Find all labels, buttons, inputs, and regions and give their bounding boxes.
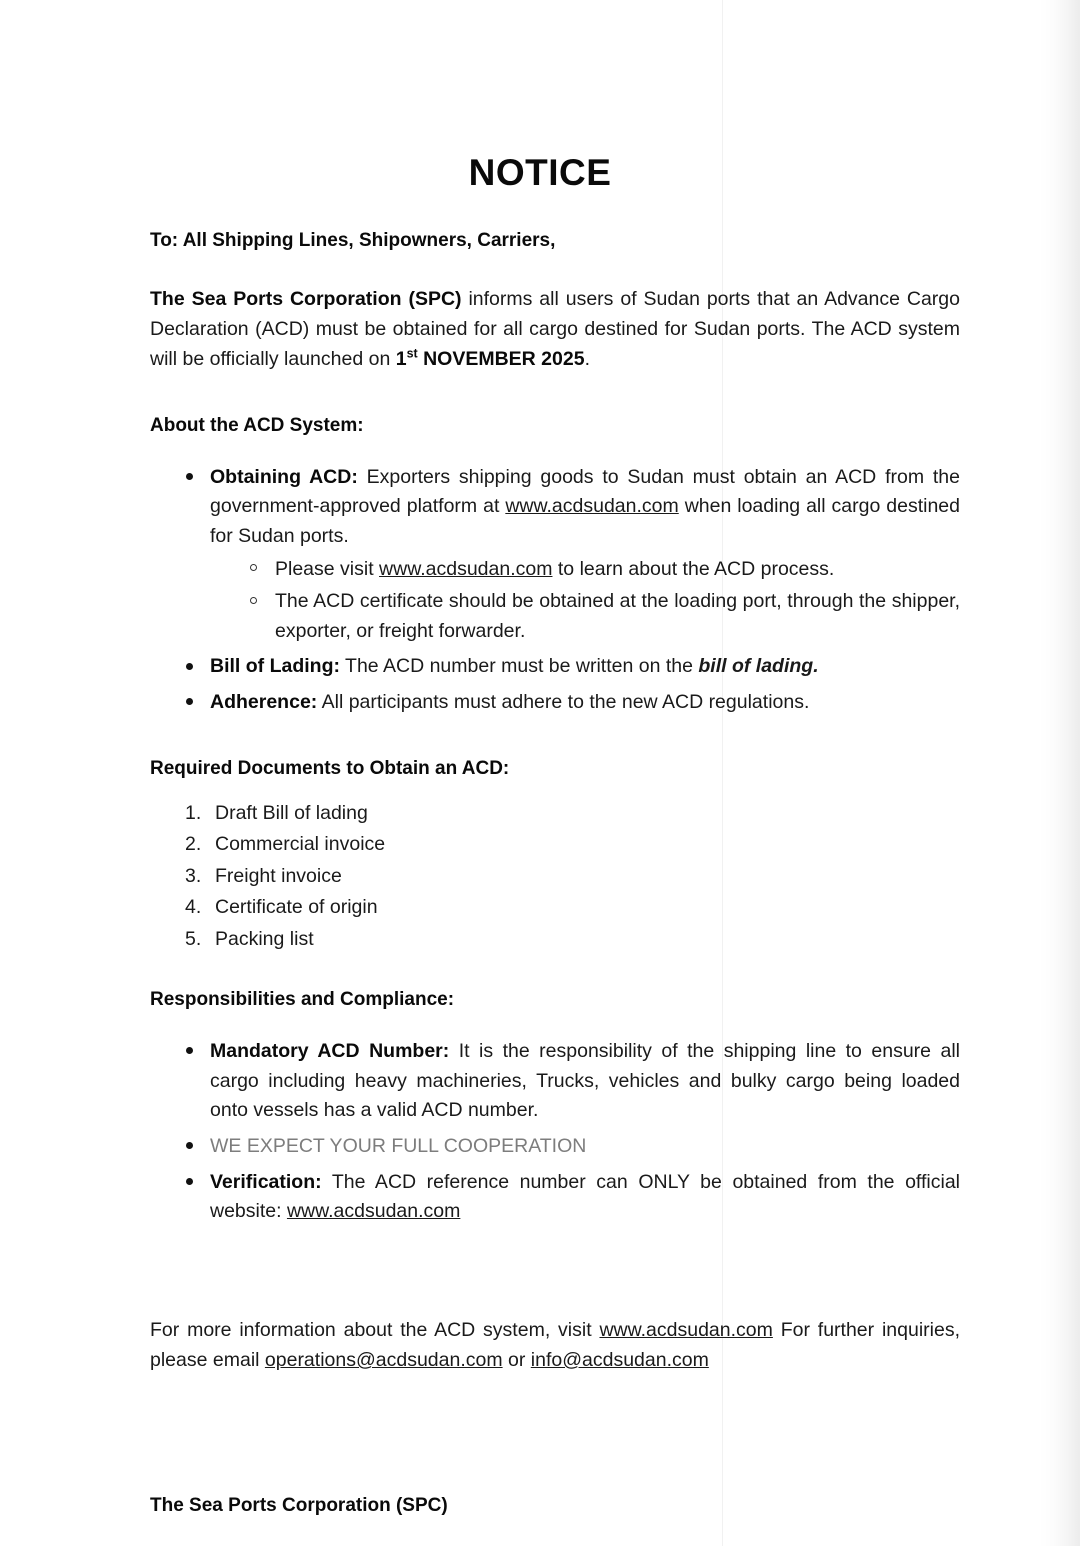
bullet-label-adherence: Adherence:	[210, 691, 318, 714]
addressee-line: To: All Shipping Lines, Shipowners, Carriers,	[150, 230, 556, 251]
bullet-label-mandatory-acd: Mandatory ACD Number:	[210, 1040, 450, 1063]
list-marker: 1.	[185, 801, 202, 824]
list-item	[150, 801, 960, 824]
bullet-mandatory-acd-number	[150, 1037, 960, 1126]
bullet-dot-icon	[186, 663, 193, 670]
bullet-text-verification: The ACD reference number can ONLY be obtained from the official website:	[210, 1170, 960, 1223]
bullet-dot-icon	[186, 1178, 193, 1185]
list-item	[150, 835, 960, 855]
launch-date	[396, 348, 585, 370]
footer-contact-paragraph	[150, 1315, 960, 1375]
bullet-dot-icon	[186, 1142, 193, 1149]
bullet-dot-icon	[186, 473, 193, 480]
bullet-italic-bill-of-lading: bill of lading.	[698, 655, 819, 678]
list-item-label: Draft Bill of lading	[215, 801, 368, 824]
signature-line: The Sea Ports Corporation (SPC)	[150, 1495, 448, 1517]
list-marker: 4.	[185, 896, 202, 919]
link-acdsudan-platform[interactable]: www.acdsudan.com	[505, 495, 679, 518]
intro-text-1: informs all users of Sudan ports that an Advance Cargo Declaration (ACD) must be obtained for all cargo destined for Sudan ports. The ACD system will be officially launched on	[150, 288, 960, 371]
bullet-text-adherence: All participants must adhere to the new ACD regulations.	[317, 691, 810, 714]
about-bullet-list	[150, 463, 960, 718]
bullet-dot-icon	[186, 1047, 193, 1054]
sub-bullet-ring-icon	[250, 564, 257, 571]
link-acdsudan-learn[interactable]: www.acdsudan.com	[379, 557, 553, 580]
sub-bullet-acd-certificate	[210, 587, 960, 646]
link-acdsudan-verification[interactable]: www.acdsudan.com	[286, 1200, 461, 1223]
link-email-info[interactable]: info@acdsudan.com	[530, 1349, 709, 1372]
footer-text-3: or	[502, 1349, 531, 1372]
bullet-cooperation-notice	[150, 1132, 960, 1162]
footer-text-2: For further inquiries, please email	[150, 1318, 960, 1372]
bullet-adherence	[150, 688, 960, 718]
list-marker: 3.	[185, 864, 202, 887]
section-heading-about: About the ACD System:	[150, 414, 364, 436]
list-item	[150, 864, 960, 887]
link-email-operations[interactable]: operations@acdsudan.com	[264, 1349, 503, 1372]
responsibilities-bullet-list	[150, 1037, 960, 1227]
bullet-text-before-link: Exporters shipping goods to Sudan must obtain an ACD from the government-approved platform at	[210, 465, 960, 518]
bullet-label-obtaining-acd: Obtaining ACD:	[210, 465, 358, 488]
list-item-label: Commercial invoice	[215, 833, 386, 856]
bullet-obtaining-acd	[150, 463, 960, 647]
intro-paragraph	[150, 284, 960, 375]
bullet-text-bill-of-lading: The ACD number must be written on the	[339, 655, 699, 678]
bullet-label-verification: Verification:	[210, 1170, 322, 1193]
sub-bullet-text-after-link: to learn about the ACD process.	[552, 557, 835, 580]
required-documents-list	[150, 801, 960, 950]
org-name-bold: The Sea Ports Corporation (SPC)	[150, 288, 462, 310]
page-title: NOTICE	[468, 152, 612, 193]
launch-date-number: 1	[395, 348, 407, 371]
bullet-label-bill-of-lading: Bill of Lading:	[210, 655, 340, 678]
bullet-text-mandatory-acd: It is the responsibility of the shipping line to ensure all cargo including heavy machineries, Trucks, vehicles and bulky cargo being loaded onto vessels has a valid ACD number.	[210, 1040, 960, 1122]
list-item-label: Freight invoice	[215, 864, 342, 887]
launch-date-month-year: NOVEMBER 2025	[417, 348, 585, 371]
cooperation-emphasis-text: WE EXPECT YOUR FULL COOPERATION	[210, 1135, 587, 1158]
bullet-verification	[150, 1168, 960, 1227]
footer-text-1: For more information about the ACD system, visit	[150, 1318, 600, 1341]
sub-bullet-ring-icon	[250, 597, 257, 604]
intro-text-2: .	[584, 348, 590, 371]
sub-bullet-please-visit	[210, 555, 960, 585]
list-item	[150, 927, 960, 950]
sub-bullet-text-certificate: The ACD certificate should be obtained at the loading port, through the shipper, exporter, or freight forwarder.	[275, 590, 960, 642]
document-body	[0, 230, 1080, 1517]
bullet-bill-of-lading	[150, 652, 960, 682]
list-marker: 2.	[185, 833, 202, 856]
obtaining-acd-sub-list	[210, 555, 960, 647]
bullet-dot-icon	[186, 698, 193, 705]
sub-bullet-text-before-link: Please visit	[275, 557, 380, 580]
bullet-text-after-link: when loading all cargo destined for Sudan ports.	[210, 495, 960, 547]
list-marker: 5.	[185, 927, 202, 950]
list-item-label: Packing list	[215, 927, 314, 950]
list-item	[150, 898, 960, 918]
launch-date-ordinal: st	[406, 346, 418, 361]
section-heading-required-documents: Required Documents to Obtain an ACD:	[150, 757, 510, 779]
list-item-label: Certificate of origin	[215, 896, 378, 919]
section-heading-responsibilities: Responsibilities and Compliance:	[150, 989, 455, 1011]
link-acdsudan-footer[interactable]: www.acdsudan.com	[599, 1318, 773, 1341]
